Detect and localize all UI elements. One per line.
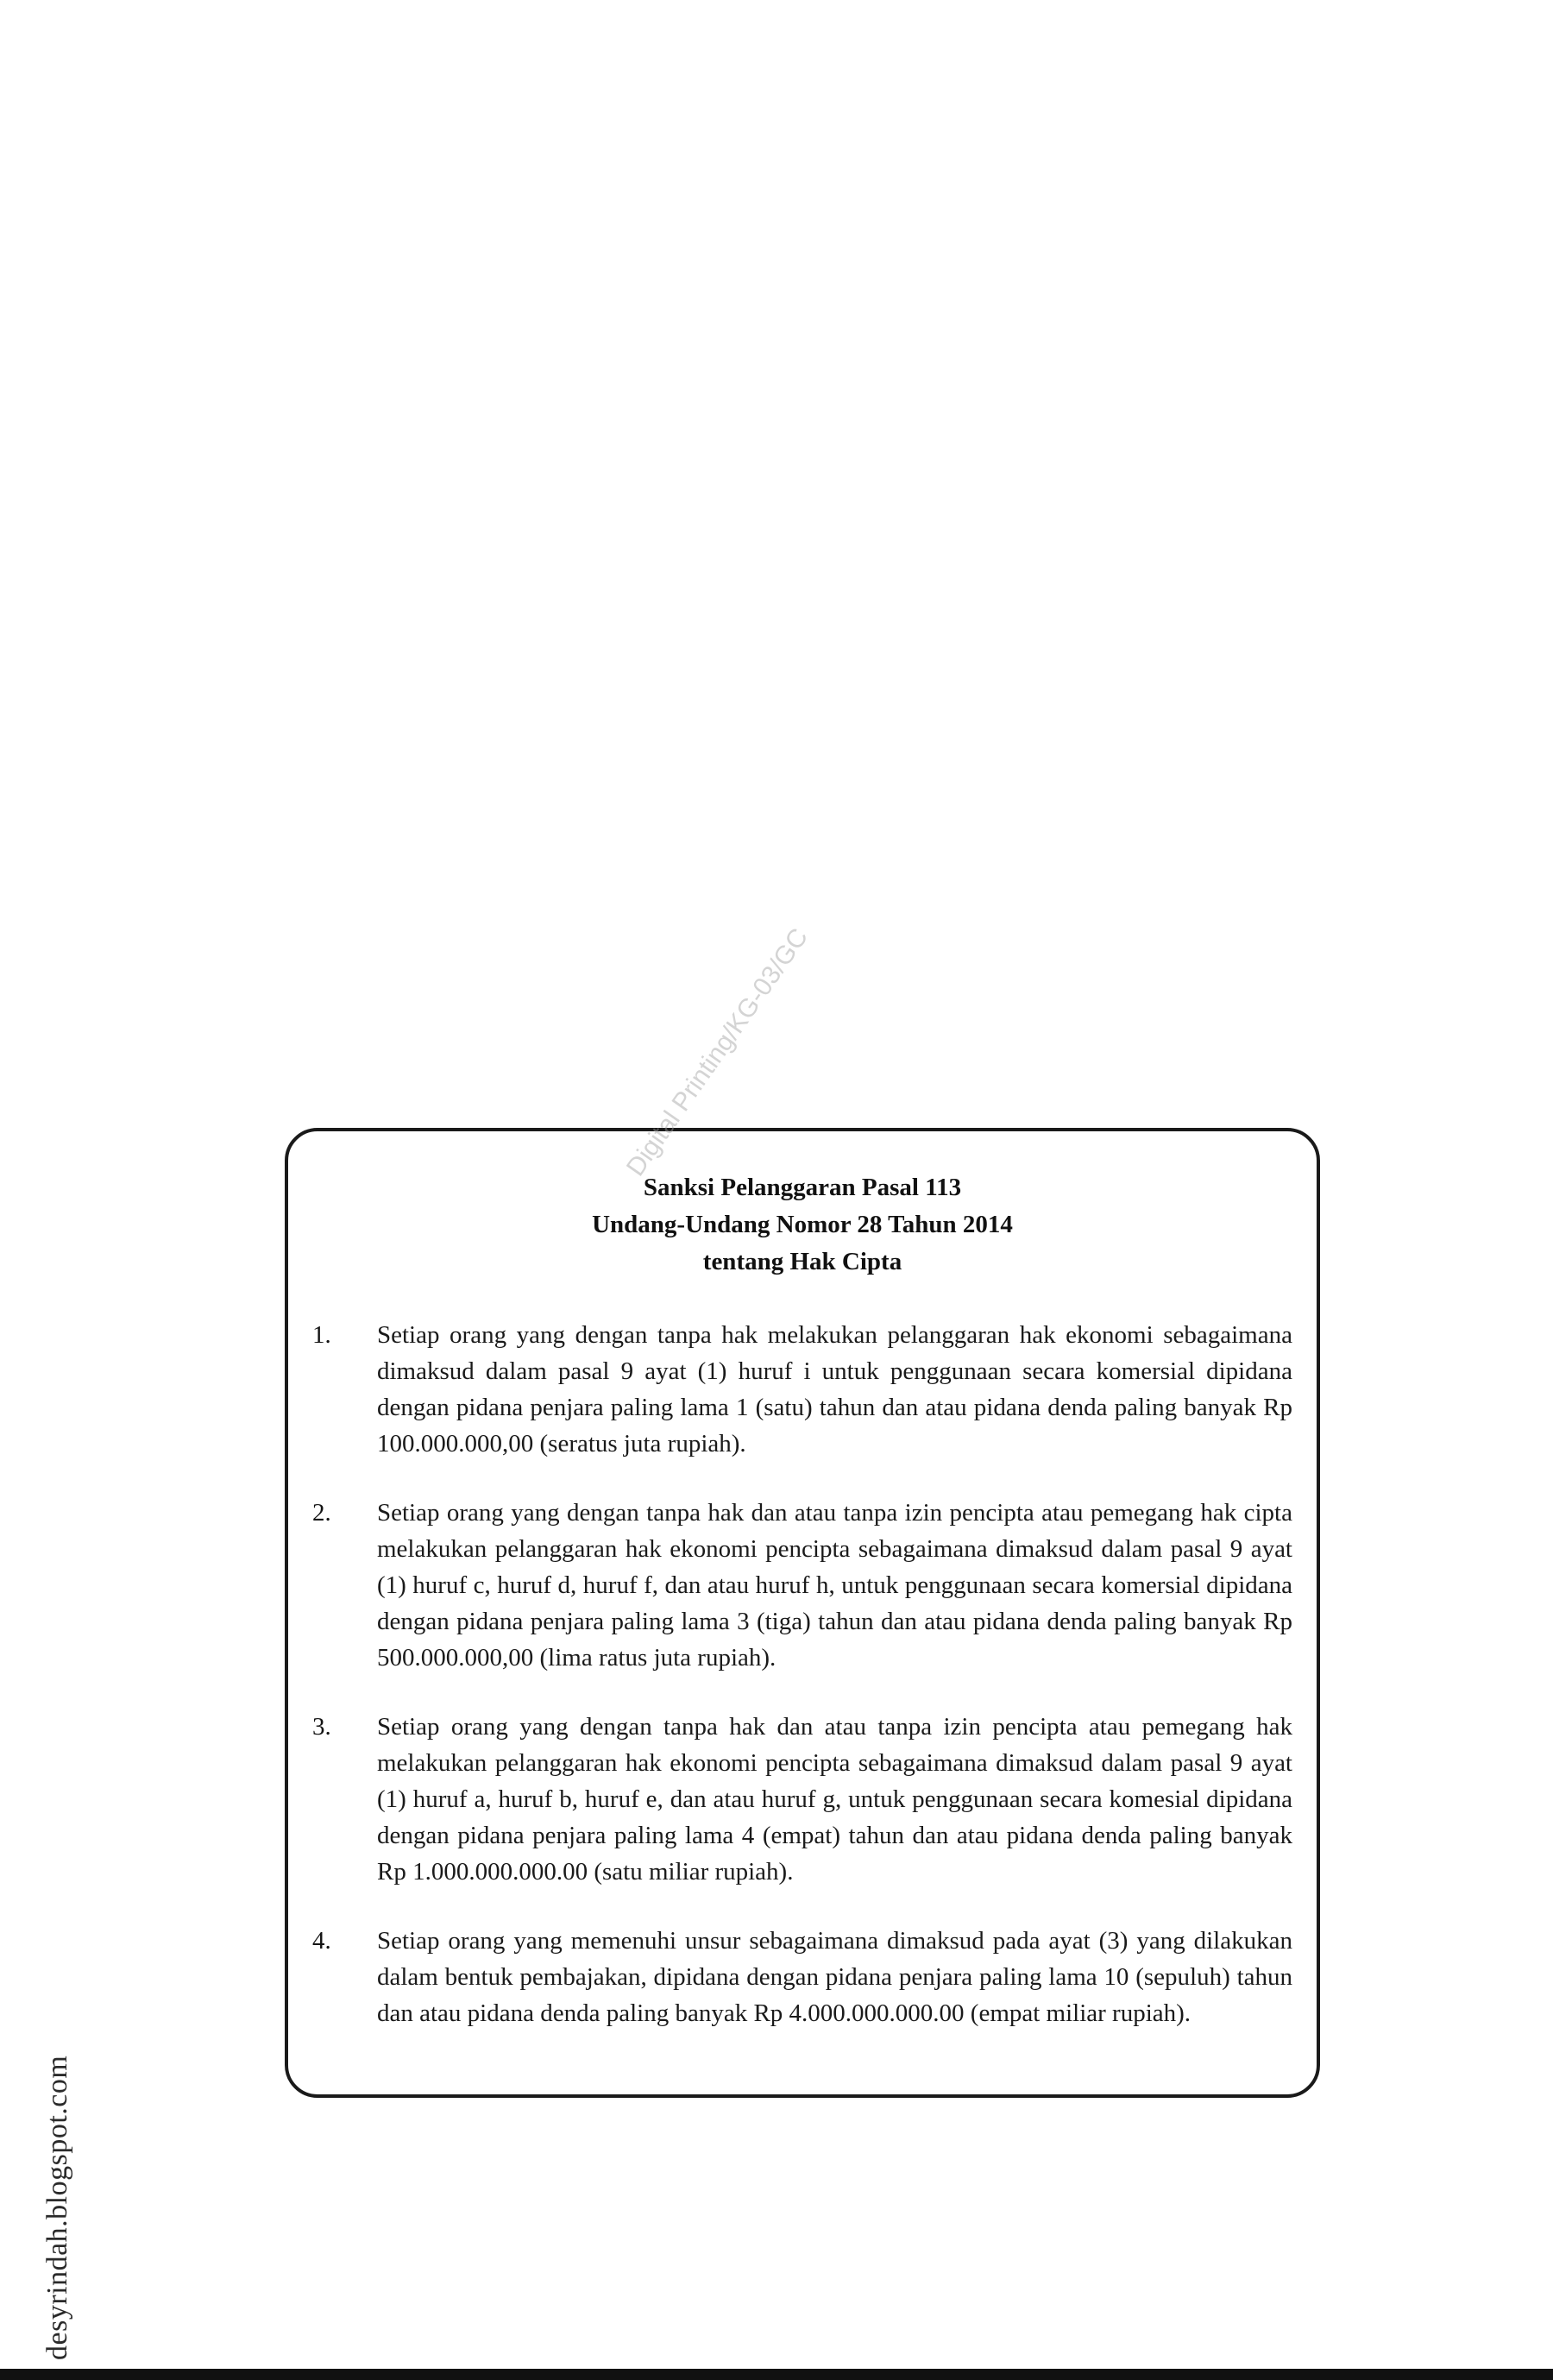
item-text: Setiap orang yang dengan tanpa hak dan atau tanpa izin pencipta atau pemegang hak melakukan pelanggaran hak ekonomi pencipta sebagaimana dimaksud dalam pasal 9 ayat (1) huruf a, huruf b, huruf e, dan atau huruf g, untuk penggunaan secara komesial dipidana dengan pidana penjara paling lama 4 (empat) tahun dan atau pidana denda paling banyak Rp 1.000.000.000.00 (satu miliar rupiah). <box>377 1713 1292 1886</box>
sanksi-box <box>285 1128 1320 2098</box>
item-number: 2. <box>312 1499 331 1527</box>
item-text: Setiap orang yang memenuhi unsur sebagaimana dimaksud pada ayat (3) yang dilakukan dalam bentuk pembajakan, dipidana dengan pidana penjara paling lama 10 (sepuluh) tahun dan atau pidana denda paling banyak Rp 4.000.000.000.00 (empat miliar rupiah). <box>377 1927 1292 2027</box>
title-line-1: Sanksi Pelanggaran Pasal 113 <box>643 1174 962 1201</box>
item-number: 1. <box>312 1321 331 1349</box>
list-item <box>312 1709 1292 1890</box>
sanksi-list <box>312 1317 1292 2031</box>
title-line-2: Undang-Undang Nomor 28 Tahun 2014 <box>592 1211 1013 1238</box>
list-item <box>312 1923 1292 2031</box>
list-item <box>312 1317 1292 1462</box>
item-text: Setiap orang yang dengan tanpa hak melakukan pelanggaran hak ekonomi sebagaimana dimaksud dalam pasal 9 ayat (1) huruf i untuk penggunaan secara komersial dipidana dengan pidana penjara paling lama 1 (satu) tahun dan atau pidana denda paling banyak Rp 100.000.000,00 (seratus juta rupiah). <box>377 1321 1292 1458</box>
title-line-3: tentang Hak Cipta <box>702 1248 902 1275</box>
item-number: 3. <box>312 1713 331 1741</box>
side-watermark: desyrindah.blogspot.com <box>41 2055 73 2360</box>
list-item <box>312 1495 1292 1676</box>
item-text: Setiap orang yang dengan tanpa hak dan atau tanpa izin pencipta atau pemegang hak cipta melakukan pelanggaran hak ekonomi pencipta sebagaimana dimaksud dalam pasal 9 ayat (1) huruf c, huruf d, huruf f, dan atau huruf h, untuk penggunaan secara komersial dipidana dengan pidana penjara paling lama 3 (tiga) tahun dan atau pidana denda paling banyak Rp 500.000.000,00 (lima ratus juta rupiah). <box>377 1499 1292 1672</box>
title-block <box>312 1169 1292 1281</box>
bottom-bar <box>0 2369 1553 2380</box>
item-number: 4. <box>312 1927 331 1955</box>
stamp-watermark: Digital Printing/KG-03/GC <box>621 923 814 1181</box>
